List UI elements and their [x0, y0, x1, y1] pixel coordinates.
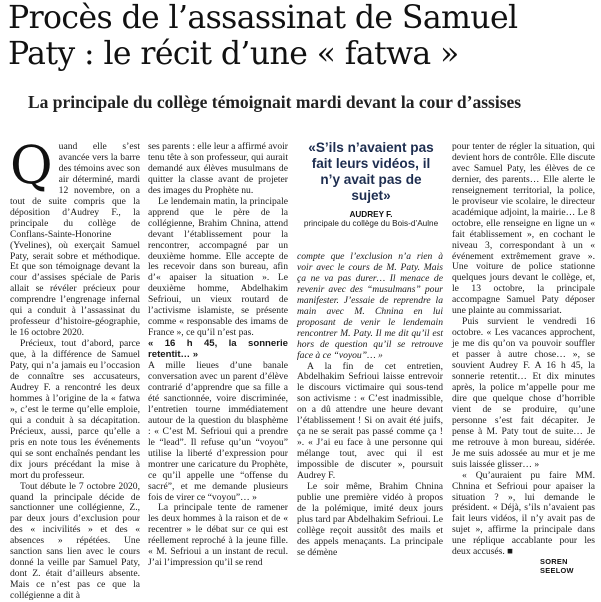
paragraph: Précieux, tout d’abord, parce que, à la différence de Samuel Paty, qui n’a jamais eu l’occasion de connaître ses accusateurs, Audrey F. a rencontré les deux hommes à l’origine de la « fatwa », c’est le terme qu’elle emploie, qui a conduit à sa décapitation. Précieux, aussi, parce qu’elle a pris en note tous les événements qui se sont enchaînés pendant les dix jours précédant la mise à mort du professeur. — [10, 338, 140, 481]
paragraph: La principale tente de ramener les deux hommes à la raison et de « recentrer » le débat sur ce qui est réellement reproché à la jeune fille. « M. Sefrioui a un instant de recul. J’ai l’impression qu’il se rend — [148, 502, 288, 569]
paragraph-intro-text: uand elle s’est avancée vers la barre des témoins avec son air déterminé, mardi 12 novembre, on a tout de suite compris que la déposition d’Audrey F., la principale du collège de Conflans-Sainte-Honorine (Yvelines), où exerçait Samuel Paty, serait sobre et méthodique. Et que son témoignage devant la cour d’assises spéciale de Paris allait se révéler précieux pour comprendre l’engrenage infernal qui a conduit à l’assassinat du professeur d’histoire-géographie, le 16 octobre 2020. — [10, 141, 140, 339]
pull-quote-role: principale du collège du Bois-d’Aulne — [303, 219, 439, 228]
headline-line-2: Paty : le récit d’une « fatwa » — [8, 36, 459, 72]
paragraph: ses parents : elle leur a affirmé avoir tenu tête à son professeur, qui aurait demandé aux élèves musulmans de quitter la classe avant de projeter des images du Prophète nu. — [148, 141, 288, 196]
paragraph: « Qu’auraient pu faire MM. Chnina et Sefrioui pour apaiser la situation ? », lui demande le président. « Déjà, s’ils n’avaient pas fait leurs vidéos, il n’y avait pas de sujet », affirme la principale dans une réplique accablante pour les deux accusés. ■ — [452, 469, 595, 558]
paragraph: A la fin de cet entretien, Abdelhakim Sefrioui laisse entrevoir le discours victimaire qui sous-tend son activisme : « C’est inadmissible, on a dû attendre une heure devant l’établissement ! Si on avait été juifs, ça ne se serait pas passé comme ça ! ». « J’ai eu face à une personne qui mélange tout, avec qui il est impossible de discuter », poursuit Audrey F. — [297, 360, 443, 482]
pull-quote — [303, 140, 439, 229]
paragraph: pour tenter de régler la situation, qui devient hors de contrôle. Elle discute avec Samuel Paty, les élèves de ce dernier, des parents… Elle alerte le renseignement territorial, la police, le proviseur vie scolaire, le directeur académique adjoint, la mairie… Le 8 octobre, elle renseigne en ligne un « fait établissement », en cochant le niveau 3, correspondant à un « événement extrêmement grave ». Une voiture de police stationne quelques jours devant le collège, et, le 13 octobre, la principale accompagne Samuel Paty déposer une plainte au commissariat. — [452, 141, 595, 317]
intertitle: « 16 h 45, la sonnerie retentit… » — [148, 338, 288, 361]
subheadline: La principale du collège témoignait mardi devant la cour d’assises — [28, 92, 522, 112]
paragraph: A mille lieues d’une banale conversation avec un parent d’élève contrarié d’apprendre que sa fille a été sanctionnée, voire discriminée, l’entretien tourne immédiatement autour de la question du blasphème : « C’est M. Sefrioui qui a prendre le “lead”. Il refuse qu’un “voyou” utilise la liberté d’expression pour montrer une caricature du Prophète, ce qu’il appelle une “offense du sacré”, et me demande plusieurs fois de virer ce “voyou”… » — [148, 360, 288, 503]
headline — [8, 0, 598, 72]
article-column-1 — [10, 136, 140, 602]
pull-quote-author: AUDREY F. — [349, 210, 393, 219]
author-byline: SOREN SEELOW — [540, 557, 574, 575]
paragraph: Puis survient le vendredi 16 octobre. « Les vacances approchent, je me dis qu’on va pouvoir souffler et passer à autre chose… », se souvient Audrey F. A 16 h 45, la sonnerie retentit… Et dix minutes après, la police m’appelle pour me dire que quelque chose d’horrible vient de se produire, qu’une personne s’est fait décapiter. Je pense à M. Paty tout de suite… Je me retrouve à mon bureau, sidérée. Je me suis adossée au mur et je me suis laissée glisser… » — [452, 316, 595, 470]
article-column-3 — [297, 252, 443, 559]
paragraph-intro — [10, 136, 140, 339]
drop-cap: Q — [10, 136, 53, 196]
paragraph: Le lendemain matin, la principale apprend que le père de la collégienne, Brahim Chnina, attend devant l’établissement pour la rencontrer, accompagné par un deuxième homme. Elle accepte de les recevoir dans son bureau, afin d’« apaiser la situation ». Le deuxième homme, Abdelhakim Sefrioui, un vieux routard de l’activisme islamiste, se présente comme « responsable des imams de France », ce qu’il n’est pas. — [148, 195, 288, 339]
headline-line-1: Procès de l’assassinat de Samuel — [8, 0, 518, 36]
article-column-4 — [452, 142, 595, 558]
pull-quote-text: «S’ils n’avaient pas fait leurs vidéos, il n’y avait pas de sujet» — [308, 140, 434, 203]
article-column-2 — [148, 142, 288, 569]
paragraph: Le soir même, Brahim Chnina publie une première vidéo à propos de la polémique, imité deux jours plus tard par Abdelhakim Sefrioui. Le collège reçoit aussitôt des mails et des appels menaçants. La principale se démène — [297, 481, 443, 558]
paragraph: compte que l’exclusion n’a rien à voir avec le cours de M. Paty. Mais ça ne va pas durer… Il menace de revenir avec des “musulmans” pour manifester. J’essaie de reprendre la main avec M. Chnina en lui proposant de venir le lendemain rencontrer M. Paty. Il me dit qu’il est hors de question qu’il se retrouve face à ce “voyou”… » — [297, 251, 443, 361]
paragraph: Tout débute le 7 octobre 2020, quand la principale décide de sanctionner une collégienne, Z., par deux jours d’exclusion pour des « incivilités » et des « absences » répétées. Une sanction sans lien avec le cours donné la veille par Samuel Paty, dont Z. était d’ailleurs absente. Mais ce n’est pas ce que la collégienne a dit à — [10, 480, 140, 602]
